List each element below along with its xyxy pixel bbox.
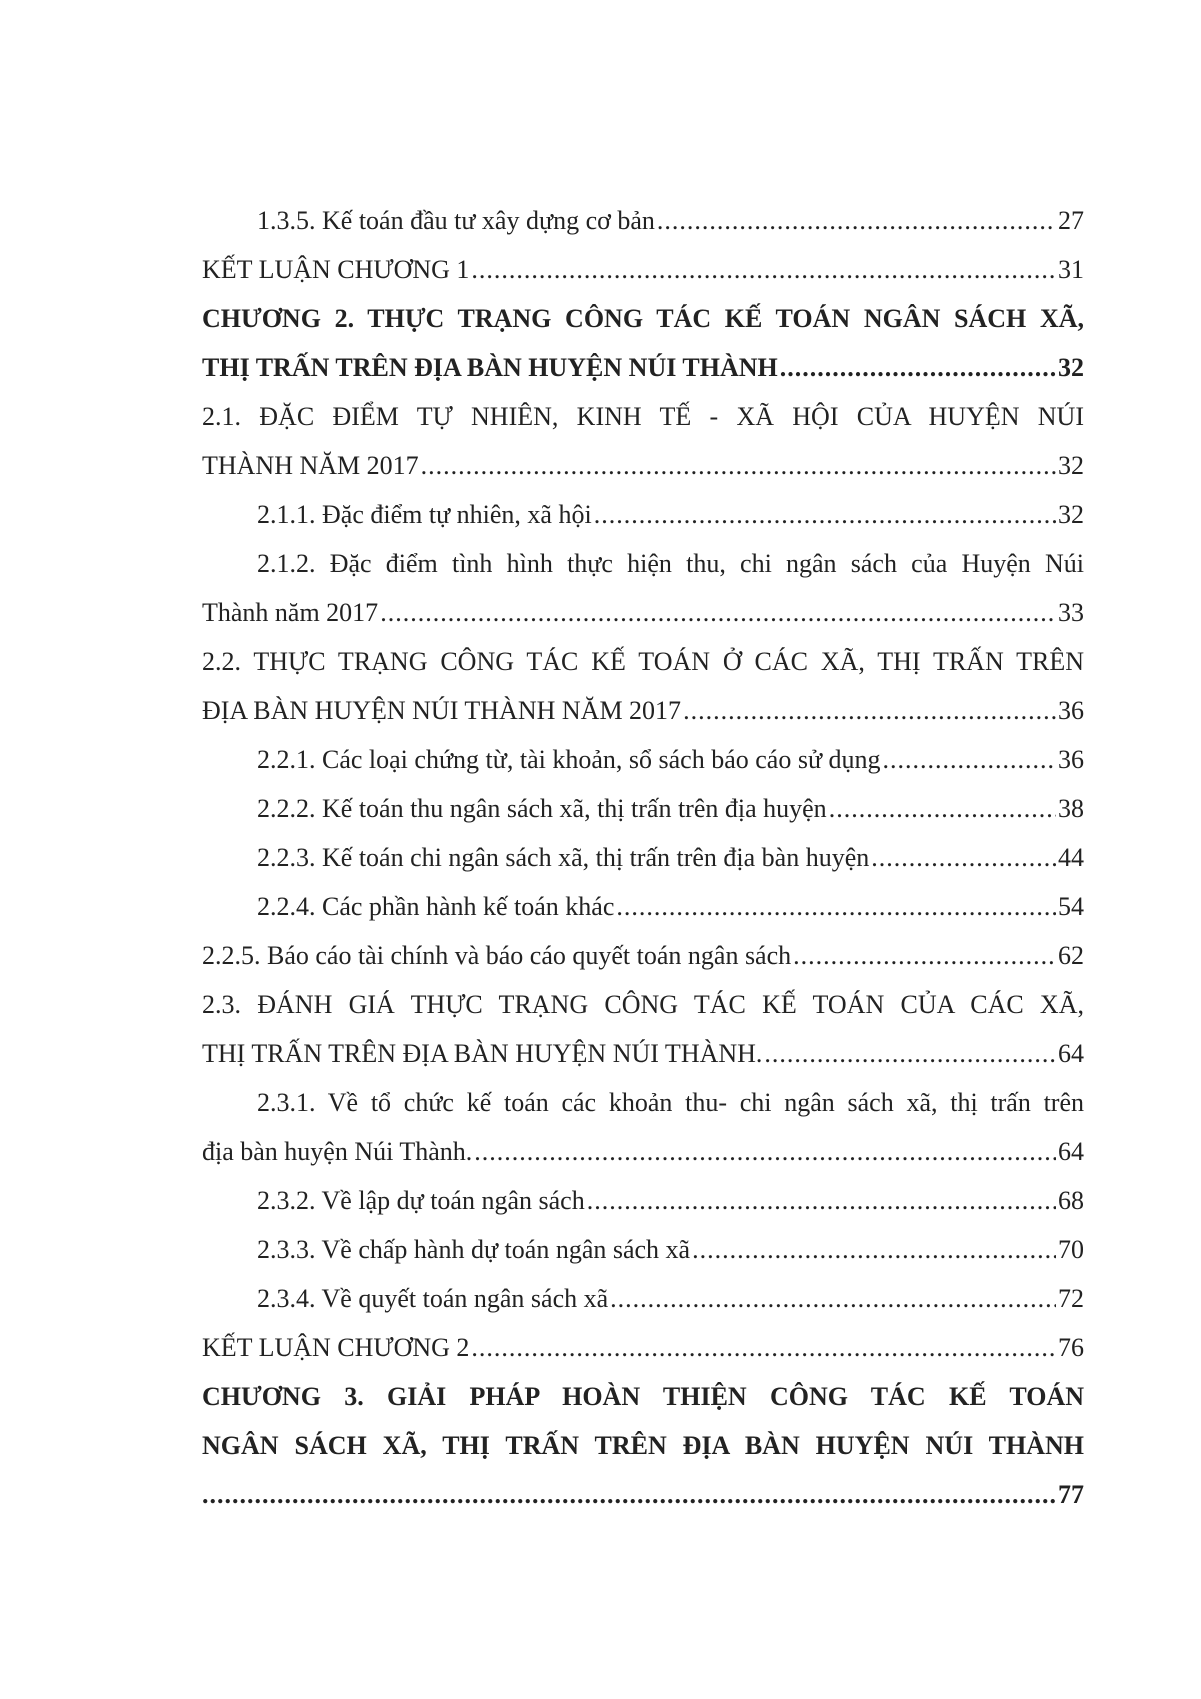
toc-page-number: 32 bbox=[1058, 451, 1084, 480]
toc-entry-title: 2.3.2. Về lập dự toán ngân sách bbox=[257, 1186, 585, 1215]
toc-entry-title: 2.3.4. Về quyết toán ngân sách xã bbox=[257, 1284, 609, 1313]
toc-entry-wrapped-line: 2.3. ĐÁNH GIÁ THỰC TRẠNG CÔNG TÁC KẾ TOÁN CỦA CÁC XÃ, bbox=[202, 990, 1084, 1019]
toc-dot-leader bbox=[683, 686, 1056, 735]
toc-page-number: 36 bbox=[1058, 745, 1084, 774]
toc-entry[interactable] bbox=[202, 343, 1084, 392]
toc-entry-title: KẾT LUẬN CHƯƠNG 1 bbox=[202, 255, 470, 284]
toc-entry-title: KẾT LUẬN CHƯƠNG 2 bbox=[202, 1333, 470, 1362]
toc-entry-wrapped-line: 2.3.1. Về tổ chức kế toán các khoản thu- chi ngân sách xã, thị trấn trên bbox=[257, 1088, 1084, 1117]
toc-page-number: 27 bbox=[1058, 206, 1084, 235]
toc-entry-title: 2.2.2. Kế toán thu ngân sách xã, thị trấn trên địa huyện bbox=[257, 794, 827, 823]
toc-entry[interactable] bbox=[202, 882, 1084, 931]
toc-page-number: 72 bbox=[1058, 1284, 1084, 1313]
toc-page-number: 64 bbox=[1058, 1039, 1084, 1068]
toc-dot-leader bbox=[471, 245, 1056, 294]
toc-entry-title: Thành năm 2017 bbox=[202, 598, 379, 627]
toc-dot-leader bbox=[657, 196, 1056, 245]
toc-entry-title: địa bàn huyện Núi Thành. bbox=[202, 1137, 473, 1166]
toc-dot-leader bbox=[421, 441, 1056, 490]
toc-entry-title: ĐỊA BÀN HUYỆN NÚI THÀNH NĂM 2017 bbox=[202, 696, 682, 725]
toc-entry-title: THỊ TRẤN TRÊN ĐỊA BÀN HUYỆN NÚI THÀNH. bbox=[202, 1039, 763, 1068]
toc-dot-leader bbox=[780, 343, 1056, 392]
toc-entry[interactable] bbox=[202, 1127, 1084, 1176]
toc-page-number: 64 bbox=[1058, 1137, 1084, 1166]
toc-entry[interactable] bbox=[202, 490, 1084, 539]
toc-dot-leader bbox=[764, 1029, 1056, 1078]
toc-dot-leader bbox=[202, 1470, 1056, 1519]
toc-entry-wrapped-line: NGÂN SÁCH XÃ, THỊ TRẤN TRÊN ĐỊA BÀN HUYỆN NÚI THÀNH bbox=[202, 1431, 1084, 1460]
toc-page-number: 32 bbox=[1058, 500, 1084, 529]
toc-entry[interactable] bbox=[202, 1323, 1084, 1372]
toc-page-number: 31 bbox=[1058, 255, 1084, 284]
toc-dot-leader bbox=[380, 588, 1056, 637]
toc-page-number: 33 bbox=[1058, 598, 1084, 627]
table-of-contents bbox=[202, 196, 1084, 1519]
toc-dot-leader bbox=[883, 735, 1056, 784]
toc-entry-wrapped-line: 2.1.2. Đặc điểm tình hình thực hiện thu, chi ngân sách của Huyện Núi bbox=[257, 549, 1084, 578]
toc-entry[interactable] bbox=[202, 784, 1084, 833]
toc-entry-title: THÀNH NĂM 2017 bbox=[202, 451, 419, 480]
toc-entry-wrapped-line: 2.2. THỰC TRẠNG CÔNG TÁC KẾ TOÁN Ở CÁC XÃ, THỊ TRẤN TRÊN bbox=[202, 647, 1084, 676]
toc-dot-leader bbox=[871, 833, 1056, 882]
toc-dot-leader bbox=[829, 784, 1056, 833]
toc-dot-leader bbox=[587, 1176, 1056, 1225]
toc-page-number: 54 bbox=[1058, 892, 1084, 921]
toc-dot-leader bbox=[610, 1274, 1056, 1323]
toc-entry[interactable] bbox=[202, 245, 1084, 294]
toc-page-number: 36 bbox=[1058, 696, 1084, 725]
toc-entry[interactable] bbox=[202, 833, 1084, 882]
toc-entry[interactable] bbox=[202, 1274, 1084, 1323]
toc-entry[interactable] bbox=[202, 1029, 1084, 1078]
toc-entry[interactable] bbox=[202, 1225, 1084, 1274]
toc-page-number: 68 bbox=[1058, 1186, 1084, 1215]
toc-entry-title: 2.2.1. Các loại chứng từ, tài khoản, sổ sách báo cáo sử dụng bbox=[257, 745, 881, 774]
toc-entry-wrapped-line: CHƯƠNG 2. THỰC TRẠNG CÔNG TÁC KẾ TOÁN NGÂN SÁCH XÃ, bbox=[202, 304, 1084, 333]
toc-page-number: 77 bbox=[1058, 1480, 1084, 1509]
toc-entry[interactable] bbox=[202, 588, 1084, 637]
toc-dot-leader bbox=[594, 490, 1056, 539]
toc-dot-leader bbox=[471, 1323, 1056, 1372]
toc-entry[interactable] bbox=[202, 196, 1084, 245]
toc-entry[interactable] bbox=[202, 735, 1084, 784]
toc-entry-title: 2.3.3. Về chấp hành dự toán ngân sách xã bbox=[257, 1235, 691, 1264]
toc-entry-title: 2.1.1. Đặc điểm tự nhiên, xã hội bbox=[257, 500, 592, 529]
toc-entry-wrapped-line: CHƯƠNG 3. GIẢI PHÁP HOÀN THIỆN CÔNG TÁC KẾ TOÁN bbox=[202, 1382, 1084, 1411]
toc-entry[interactable] bbox=[202, 441, 1084, 490]
toc-dot-leader bbox=[616, 882, 1056, 931]
toc-dot-leader bbox=[793, 931, 1056, 980]
toc-entry-title: THỊ TRẤN TRÊN ĐỊA BÀN HUYỆN NÚI THÀNH bbox=[202, 353, 778, 382]
toc-entry[interactable] bbox=[202, 931, 1084, 980]
toc-page-number: 76 bbox=[1058, 1333, 1084, 1362]
toc-page-number: 70 bbox=[1058, 1235, 1084, 1264]
toc-page-number: 62 bbox=[1058, 941, 1084, 970]
toc-entry-wrapped-line: 2.1. ĐẶC ĐIỂM TỰ NHIÊN, KINH TẾ - XÃ HỘI CỦA HUYỆN NÚI bbox=[202, 402, 1084, 431]
toc-dot-leader bbox=[474, 1127, 1056, 1176]
toc-dot-leader bbox=[692, 1225, 1056, 1274]
toc-page-number: 44 bbox=[1058, 843, 1084, 872]
toc-page-number: 38 bbox=[1058, 794, 1084, 823]
toc-page-number: 32 bbox=[1058, 353, 1084, 382]
toc-entry-title: 2.2.4. Các phần hành kế toán khác bbox=[257, 892, 615, 921]
toc-entry-title: 1.3.5. Kế toán đầu tư xây dựng cơ bản bbox=[257, 206, 655, 235]
toc-entry-title: 2.2.3. Kế toán chi ngân sách xã, thị trấn trên địa bàn huyện bbox=[257, 843, 870, 872]
toc-entry[interactable] bbox=[202, 686, 1084, 735]
toc-entry[interactable] bbox=[202, 1176, 1084, 1225]
toc-entry-title: 2.2.5. Báo cáo tài chính và báo cáo quyết toán ngân sách bbox=[202, 941, 792, 970]
toc-entry[interactable] bbox=[202, 1470, 1084, 1519]
